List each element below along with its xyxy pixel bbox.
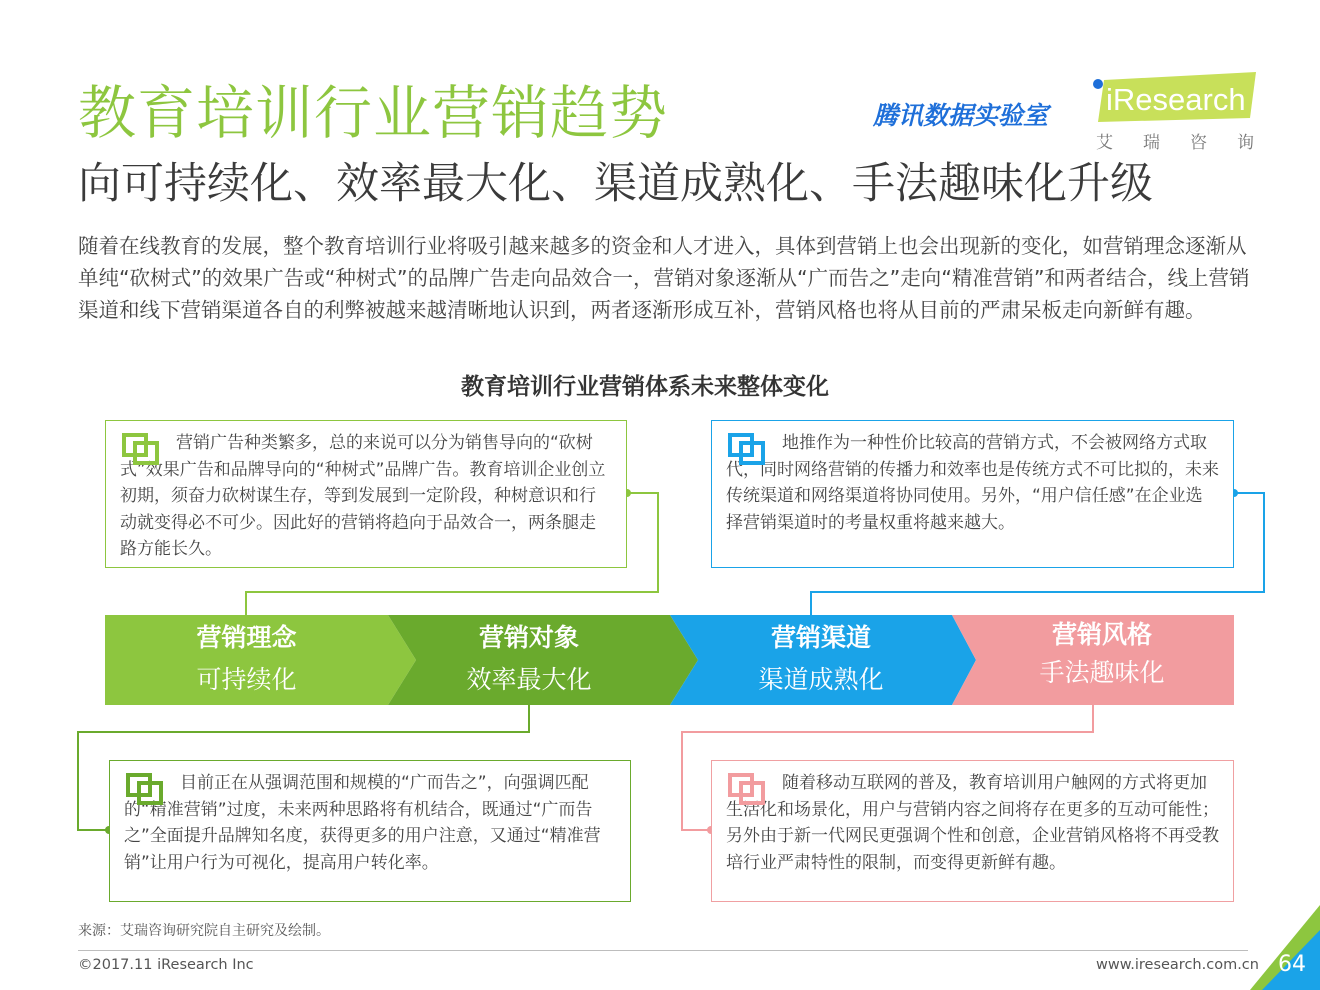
note-channel xyxy=(711,420,1234,568)
segment-audience-sub: 效率最大化 xyxy=(466,665,592,694)
segment-channel xyxy=(690,621,952,697)
note-concept-text: 营销广告种类繁多，总的来说可以分为销售导向的“砍树式”效果广告和品牌导向的“种树式”品牌广告。教育培训企业创立初期，须奋力砍树谋生存，等到发展到一定阶段，种树意识和行动就变得必不可少。因此好的营销将趋向于品效合一，两条腿走路方能长久。 xyxy=(120,433,606,559)
segment-style xyxy=(970,618,1234,690)
overlapping-squares-icon xyxy=(728,773,766,805)
overlapping-squares-icon xyxy=(122,433,160,465)
page-number: 64 xyxy=(1278,952,1306,977)
page-subtitle: 向可持续化、效率最大化、渠道成熟化、手法趣味化升级 xyxy=(78,159,1153,209)
iresearch-logo-text: iResearch xyxy=(1106,82,1246,117)
page-title: 教育培训行业营销趋势 xyxy=(78,79,669,147)
overlapping-squares-icon xyxy=(126,773,164,805)
segment-channel-heading: 营销渠道 xyxy=(770,623,871,652)
tencent-data-lab-logo: 腾讯数据实验室 xyxy=(873,101,1049,130)
note-audience xyxy=(109,760,631,902)
note-audience-text: 目前正在从强调范围和规模的“广而告之”，向强调匹配的“精准营销”过度，未来两种思路将有机结合，既通过“广而告之”全面提升品牌知名度，获得更多的用户注意，又通过“精准营销”让用户行为可视化，提高用户转化率。 xyxy=(124,773,601,873)
segment-style-heading: 营销风格 xyxy=(1051,620,1152,649)
segment-channel-sub: 渠道成熟化 xyxy=(758,665,884,694)
copyright: ©2017.11 iResearch Inc xyxy=(78,957,254,973)
intro-paragraph: 随着在线教育的发展，整个教育培训行业将吸引越来越多的资金和人才进入，具体到营销上也会出现新的变化，如营销理念逐渐从单纯“砍树式”的效果广告或“种树式”的品牌广告走向品效合一，营销对象逐渐从“广而告之”走向“精准营销”和两者结合，线上营销渠道和线下营销渠道各自的利弊被越来越清晰地认识到，两者逐渐形成互补，营销风格也将从目前的严肃呆板走向新鲜有趣。 xyxy=(78,234,1250,322)
note-style xyxy=(711,760,1234,902)
footer-divider xyxy=(78,950,1248,951)
segment-concept-heading: 营销理念 xyxy=(196,623,297,652)
overlapping-squares-icon xyxy=(728,433,766,465)
segment-concept-sub: 可持续化 xyxy=(196,665,297,694)
note-concept xyxy=(105,420,627,568)
segment-audience-heading: 营销对象 xyxy=(478,623,579,652)
note-channel-text: 地推作为一种性价比较高的营销方式，不会被网络方式取代，同时网络营销的传播力和效率也是传统方式不可比拟的，未来传统渠道和网络渠道将协同使用。另外，“用户信任感”在企业选择营销渠道时的考量权重将越来越大。 xyxy=(726,433,1219,533)
diagram-title: 教育培训行业营销体系未来整体变化 xyxy=(461,374,829,400)
note-style-text: 随着移动互联网的普及，教育培训用户触网的方式将更加生活化和场景化，用户与营销内容之间将存在更多的互动可能性；另外由于新一代网民更强调个性和创意，企业营销风格将不再受教培行业严肃特性的限制，而变得更新鲜有趣。 xyxy=(726,773,1219,873)
segment-audience xyxy=(398,621,660,697)
segment-style-sub: 手法趣味化 xyxy=(1039,658,1165,687)
iresearch-tagline: 艾瑞咨询 xyxy=(1096,133,1284,153)
website-link[interactable]: www.iresearch.com.cn xyxy=(1096,957,1259,973)
source-note: 来源：艾瑞咨询研究院自主研究及绘制。 xyxy=(78,923,330,939)
segment-concept xyxy=(105,621,388,697)
